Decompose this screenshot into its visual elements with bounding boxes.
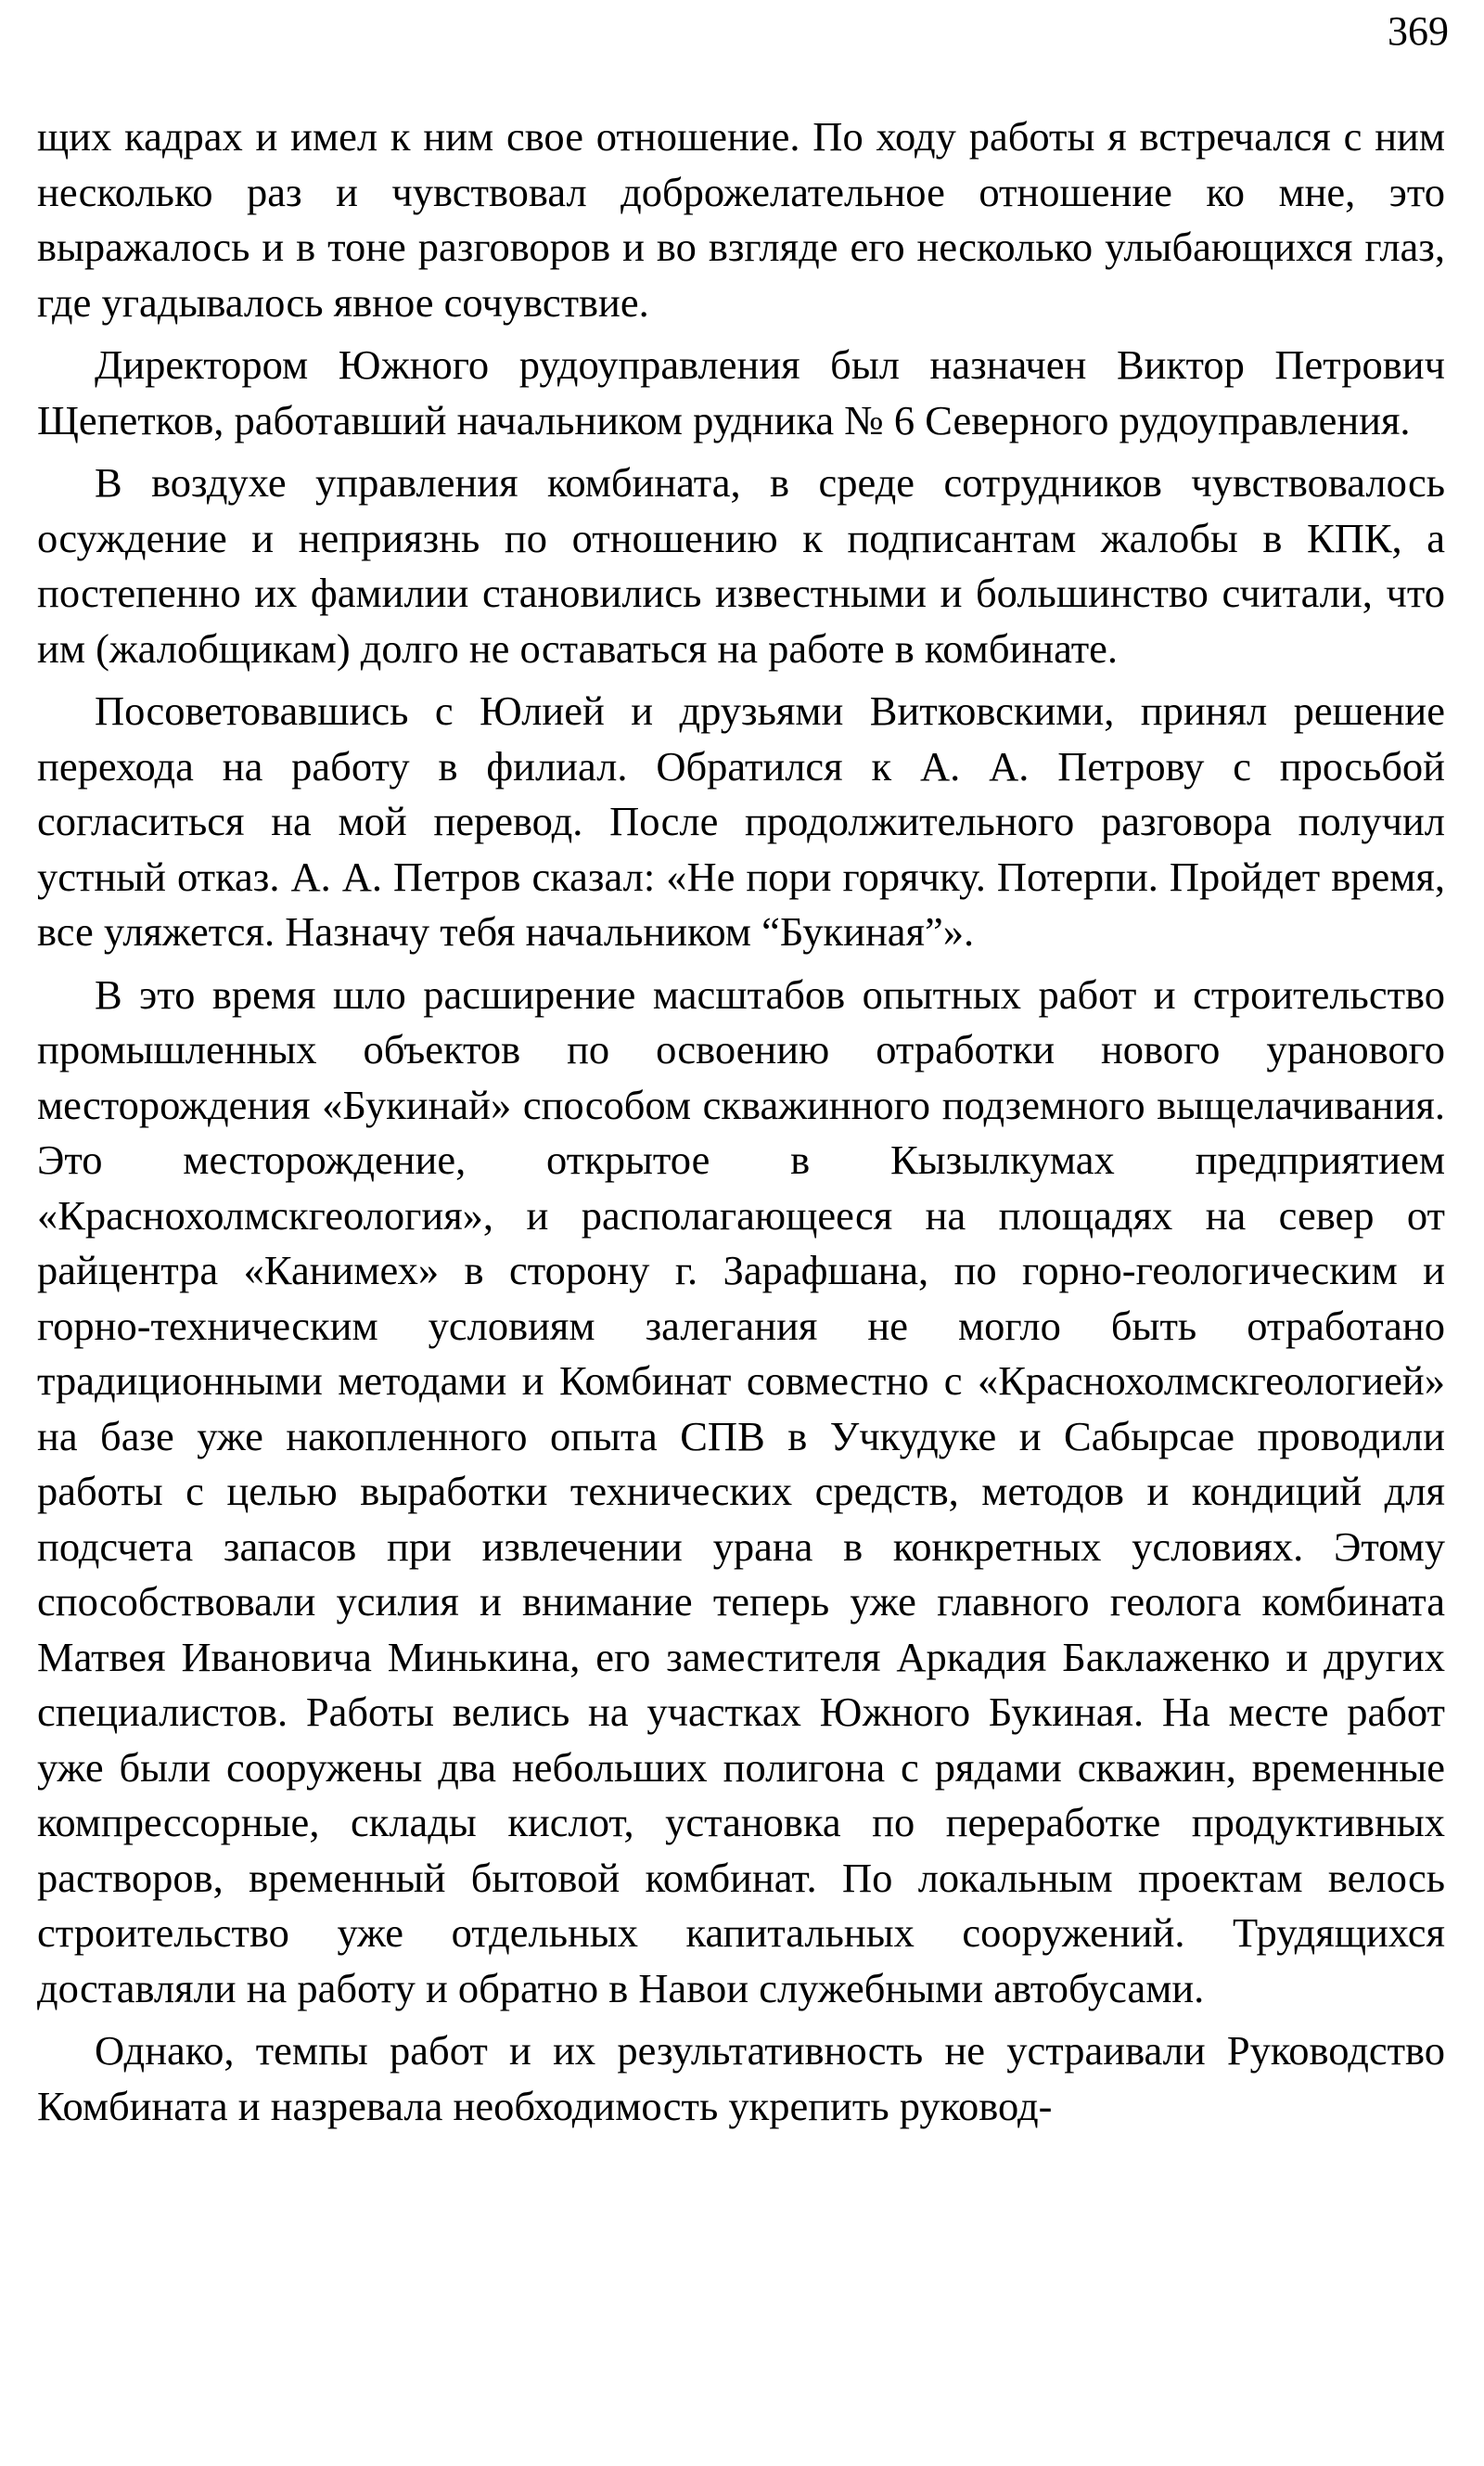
paragraph: щих кадрах и имел к ним свое отношение. По ходу работы я встречался с ним несколько раз и чувствовал доброжелательное отношение ко мне, это выражалось и в тоне разговоров и во взгляде его несколько улыбающихся глаз, где угадывалось явное сочувствие. (37, 113, 1445, 326)
body-text (37, 109, 1445, 2141)
page-number: 369 (1388, 8, 1449, 54)
paragraph: Однако, темпы работ и их результативность не устраивали Руководство Комбината и назревала необходимость укрепить руковод- (37, 2027, 1445, 2129)
paragraph: В воздухе управления комбината, в среде сотрудников чувствовалось осуждение и неприязнь по отношению к подписантам жалобы в КПК, а постепенно их фамилии становились известными и большинство считали, что им (жалобщикам) долго не оставаться на работе в комбинате. (37, 459, 1445, 672)
paragraph: Директором Южного рудоуправления был назначен Виктор Петрович Щепетков, работавший начальником рудника № 6 Северного рудоуправления. (37, 341, 1445, 443)
paragraph: Посоветовавшись с Юлией и друзьями Витковскими, принял решение перехода на работу в филиал. Обратился к А. А. Петрову с просьбой согласиться на мой перевод. После продолжительного разговора получил устный отказ. А. А. Петров сказал: «Не пори горячку. Потерпи. Пройдет время, все уляжется. Назначу тебя начальником “Букиная”». (37, 687, 1445, 955)
paragraph: В это время шло расширение масштабов опытных работ и строительство промышленных объектов по освоению отработки нового уранового месторождения «Букинай» способом скважинного подземного выщелачивания. Это месторождение, открытое в Кызылкумах предприятием «Краснохолмскгеология», и располагающееся на площадях на север от райцентра «Канимех» в сторону г. Зарафшана, по горно-геологическим и горно-техническим условиям залегания не могло быть отработано традиционными методами и Комбинат совместно с «Краснохолмскгеологией» на базе уже накопленного опыта СПВ в Учкудуке и Сабырсае проводили работы с целью выработки технических средств, методов и кондиций для подсчета запасов при извлечении урана в конкретных условиях. Этому способствовали усилия и внимание теперь уже главного геолога комбината Матвея Ивановича Минькина, его заместителя Аркадия Баклаженко и других специалистов. Работы велись на участках Южного Букиная. На месте работ уже были сооружены два небольших полигона с рядами скважин, временные компрессорные, склады кислот, установка по переработке продуктивных растворов, временный бытовой комбинат. По локальным проектам велось строительство уже отдельных капитальных сооружений. Трудящихся доставляли на работу и обратно в Навои служебными автобусами. (37, 970, 1445, 2011)
